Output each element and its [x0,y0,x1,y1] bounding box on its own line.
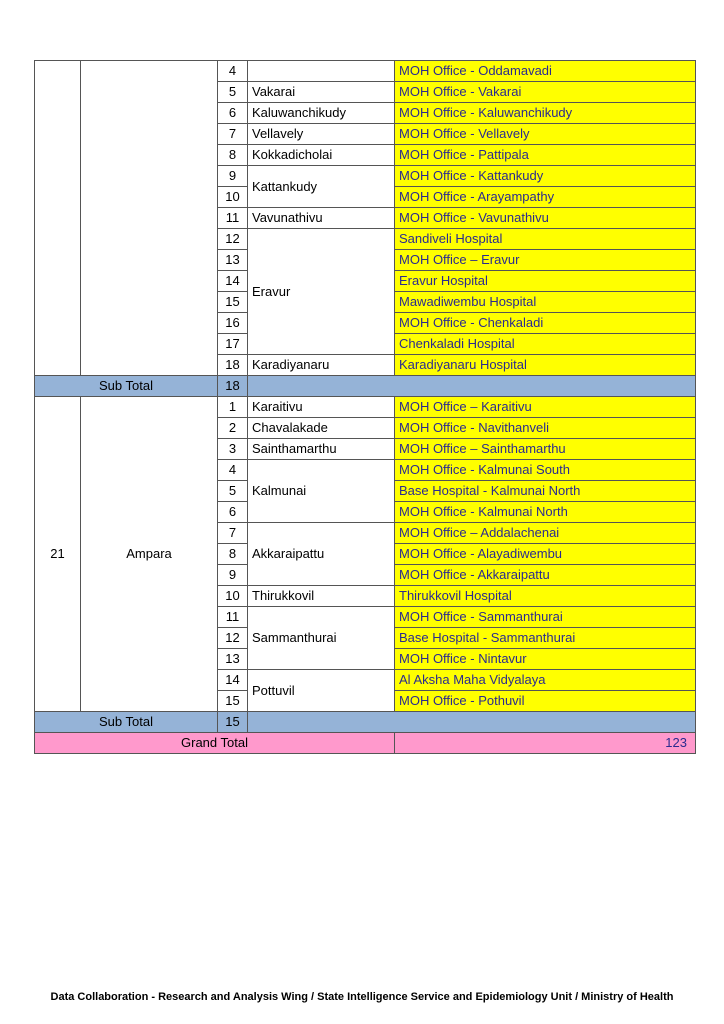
place-cell: MOH Office - Kalmunai South [395,460,696,481]
area-cell: Thirukkovil [248,586,395,607]
subtotal-value: 18 [218,376,248,397]
place-cell: Karadiyanaru Hospital [395,355,696,376]
allocation-table [34,60,696,754]
grand-total-row [35,733,696,754]
area-cell: Kattankudy [248,166,395,208]
row-number: 13 [218,250,248,271]
area-cell: Vellavely [248,124,395,145]
area-cell: Chavalakade [248,418,395,439]
area-cell: Kalmunai [248,460,395,523]
district-cell: Ampara [81,397,218,712]
row-number: 6 [218,103,248,124]
place-cell: Mawadiwembu Hospital [395,292,696,313]
row-number: 9 [218,166,248,187]
row-number: 9 [218,565,248,586]
row-number: 15 [218,691,248,712]
row-number: 17 [218,334,248,355]
area-cell [248,61,395,82]
grand-total-value: 123 [395,733,696,754]
row-number: 18 [218,355,248,376]
row-number: 7 [218,523,248,544]
place-cell: MOH Office - Nintavur [395,649,696,670]
row-number: 10 [218,187,248,208]
area-cell: Karaitivu [248,397,395,418]
row-number: 11 [218,208,248,229]
place-cell: MOH Office - Pothuvil [395,691,696,712]
row-number: 12 [218,628,248,649]
area-cell: Sainthamarthu [248,439,395,460]
row-number: 5 [218,82,248,103]
area-cell: Sammanthurai [248,607,395,670]
place-cell: MOH Office – Addalachenai [395,523,696,544]
place-cell: Base Hospital - Kalmunai North [395,481,696,502]
place-cell: MOH Office - Chenkaladi [395,313,696,334]
subtotal-label: Sub Total [35,376,218,397]
area-cell: Kokkadicholai [248,145,395,166]
area-cell: Akkaraipattu [248,523,395,586]
place-cell: MOH Office - Akkaraipattu [395,565,696,586]
place-cell: MOH Office - Alayadiwembu [395,544,696,565]
subtotal-filler [248,376,696,397]
place-cell: MOH Office - Sammanthurai [395,607,696,628]
place-cell: Al Aksha Maha Vidyalaya [395,670,696,691]
row-number: 10 [218,586,248,607]
place-cell: MOH Office - Oddamavadi [395,61,696,82]
place-cell: Chenkaladi Hospital [395,334,696,355]
row-number: 16 [218,313,248,334]
row-number: 12 [218,229,248,250]
subtotal-row [35,712,696,733]
row-number: 8 [218,544,248,565]
row-number: 4 [218,61,248,82]
row-number: 8 [218,145,248,166]
subtotal-value: 15 [218,712,248,733]
place-cell: Base Hospital - Sammanthurai [395,628,696,649]
subtotal-row [35,376,696,397]
district-cell [81,61,218,376]
row-number: 7 [218,124,248,145]
row-number: 6 [218,502,248,523]
place-cell: MOH Office - Arayampathy [395,187,696,208]
area-cell: Eravur [248,229,395,355]
row-number: 14 [218,271,248,292]
subtotal-label: Sub Total [35,712,218,733]
place-cell: MOH Office – Sainthamarthu [395,439,696,460]
table-row [35,397,696,418]
area-cell: Kaluwanchikudy [248,103,395,124]
row-number: 5 [218,481,248,502]
page-footer: Data Collaboration - Research and Analysis Wing / State Intelligence Service and Epidemiology Unit / Ministry of Health [50,991,674,1003]
subtotal-filler [248,712,696,733]
row-number: 2 [218,418,248,439]
row-number: 4 [218,460,248,481]
place-cell: MOH Office - Vakarai [395,82,696,103]
place-cell: MOH Office - Kattankudy [395,166,696,187]
area-cell: Karadiyanaru [248,355,395,376]
place-cell: MOH Office – Karaitivu [395,397,696,418]
place-cell: MOH Office - Pattipala [395,145,696,166]
sn-cell [35,61,81,376]
row-number: 1 [218,397,248,418]
place-cell: MOH Office - Vavunathivu [395,208,696,229]
place-cell: MOH Office - Vellavely [395,124,696,145]
place-cell: Thirukkovil Hospital [395,586,696,607]
place-cell: MOH Office - Kaluwanchikudy [395,103,696,124]
place-cell: MOH Office - Kalmunai North [395,502,696,523]
place-cell: MOH Office - Navithanveli [395,418,696,439]
row-number: 14 [218,670,248,691]
place-cell: MOH Office – Eravur [395,250,696,271]
row-number: 11 [218,607,248,628]
table-row [35,61,696,82]
area-cell: Vakarai [248,82,395,103]
area-cell: Vavunathivu [248,208,395,229]
row-number: 3 [218,439,248,460]
sn-cell: 21 [35,397,81,712]
area-cell: Pottuvil [248,670,395,712]
place-cell: Sandiveli Hospital [395,229,696,250]
row-number: 13 [218,649,248,670]
grand-total-label: Grand Total [35,733,395,754]
place-cell: Eravur Hospital [395,271,696,292]
row-number: 15 [218,292,248,313]
